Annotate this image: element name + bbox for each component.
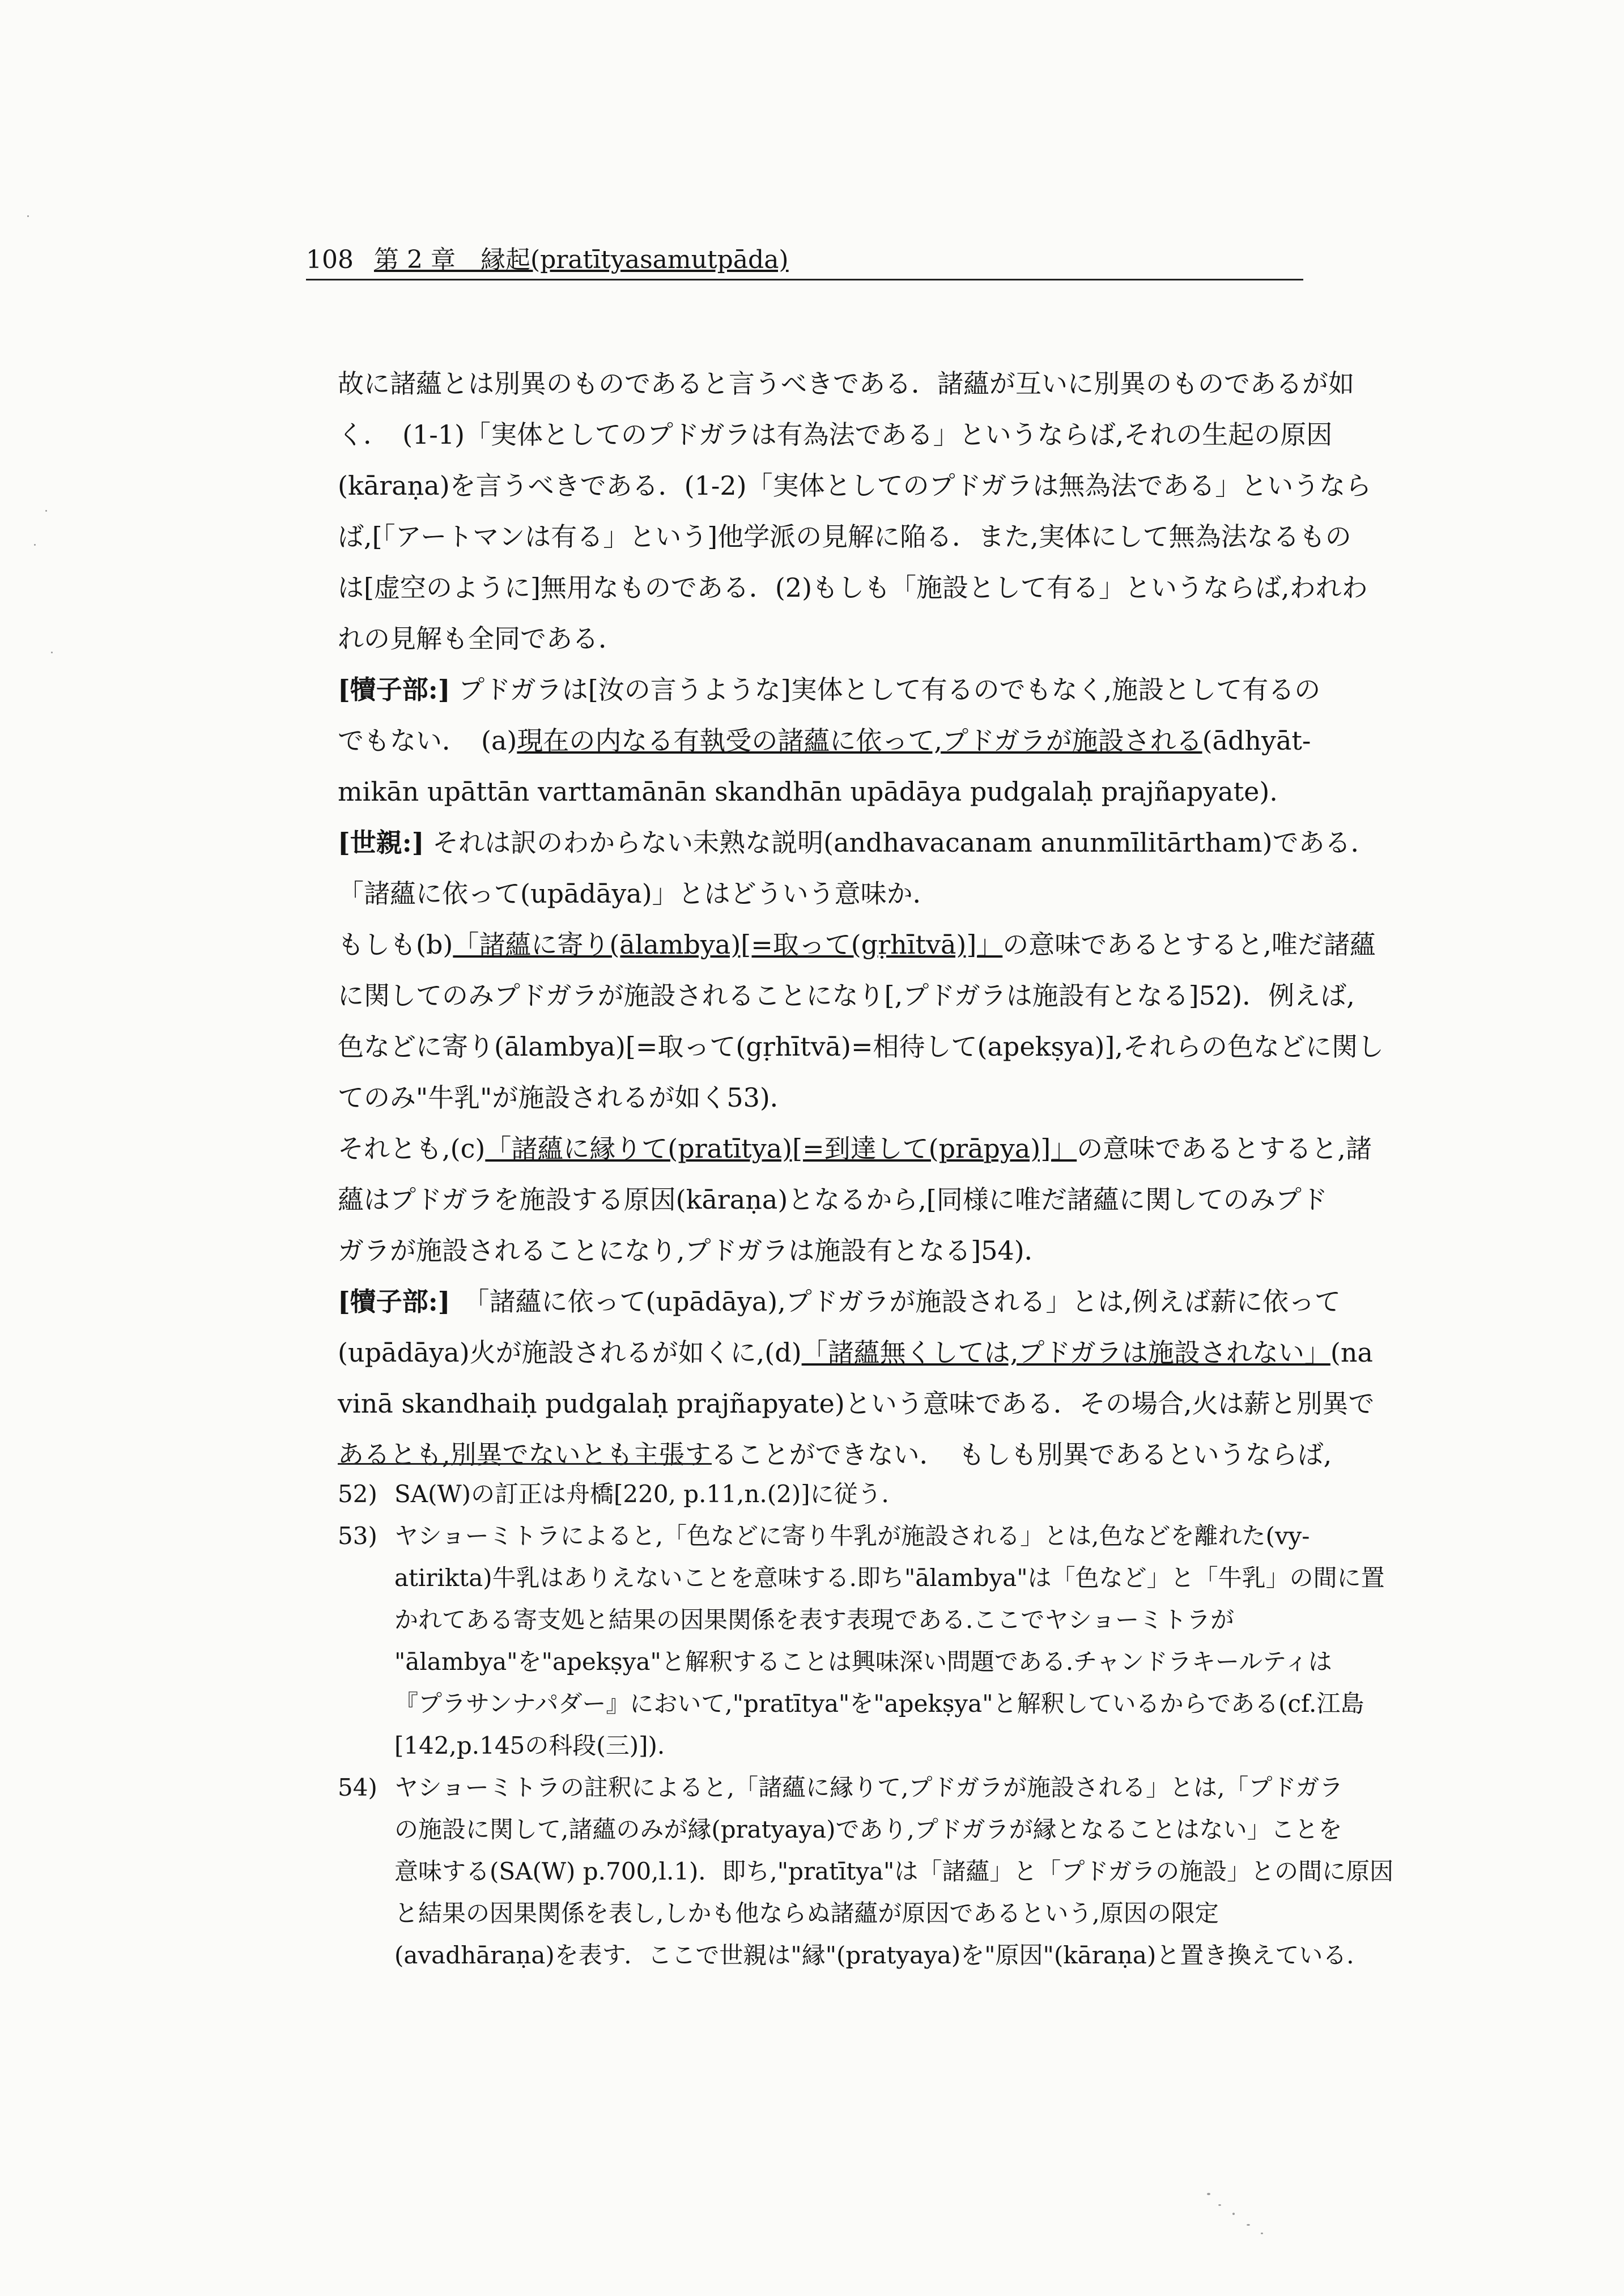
footnote-text: と結果の因果関係を表し,しかも他ならぬ諸蘊が原因であるという,原因の限定 [394,1899,1219,1927]
text-line [338,970,1355,1021]
footnote-line [394,1809,1342,1851]
text-line [338,715,1311,766]
text-segment: 「諸蘊に依って(upādāya),プドガラが施設される」とは,例えば薪に依って [450,1286,1341,1317]
page-number: 108 [306,245,354,274]
footnotes [338,1473,1394,1976]
scan-speck [1247,2224,1250,2226]
footnote-text: の施設に関して,諸蘊のみが縁(pratyaya)であり,プドガラが縁となることはない」ことを [394,1815,1342,1843]
text-segment: 色などに寄り(ālambya)[=取って(gṛhītvā)=相待して(apekṣya)],それらの色などに関し [338,1031,1384,1062]
text-line [338,817,1377,868]
text-line [338,613,1301,664]
text-segment: の意味であるとすると,唯だ諸蘊 [1002,929,1376,960]
footnote-text: atirikta)牛乳はありえないことを意味する.即ち"ālambya"は「色など」と「牛乳」の間に置 [394,1564,1385,1592]
text-line [338,409,1333,460]
scan-speck [1207,2193,1210,2195]
footnote-line [394,1851,1394,1893]
text-segment: 蘊はプドガラを施設する原因(kāraṇa)となるから,[同様に唯だ諸蘊に関してのみプド [338,1184,1328,1215]
footnote-text: (avadhāraṇa)を表す．ここで世親は"縁"(pratyaya)を"原因"(kāraṇa)と置き換えている． [394,1941,1371,1969]
footnote-number: 53) [338,1522,377,1550]
scan-speck [45,510,47,512]
underlined-phrase: 現在の内なる有執受の諸蘊に依って,プドガラが施設される [517,725,1202,756]
text-segment: 故に諸蘊とは別異のものであると言うべきである．諸蘊が互いに別異のものであるが如 [338,368,1354,399]
footnote-line [394,1893,1301,1934]
scan-speck [34,544,36,546]
text-line [338,1174,1328,1225]
text-segment: の意味であるとすると,諸 [1077,1133,1372,1164]
footnote-line [394,1473,1301,1515]
text-segment: あるとも,別異でないとも主張することができない． もしも別異であるというならば, [338,1439,1332,1470]
footnote-text: 意味する(SA(W) p.700,l.1)．即ち,"pratītya"は「諸蘊」と「プドガラの施設」との間に原因 [394,1857,1394,1885]
footnote-line [394,1557,1385,1599]
scan-speck [51,652,53,653]
speaker-label: [犢子部:] [338,674,450,705]
footnote-line [394,1934,1371,1976]
text-line [338,766,1301,817]
text-line [338,868,1301,919]
speaker-label: [世親:] [338,827,424,858]
text-segment: (ādhyāt- [1202,725,1311,756]
scan-speck [1218,2204,1221,2206]
speaker-label: [犢子部:] [338,1286,450,1317]
text-line [338,1378,1375,1429]
footnote-text: かれてある寄支処と結果の因果関係を表す表現である.ここでヤショーミトラが [394,1606,1235,1634]
text-line [338,1021,1384,1072]
text-segment: (kāraṇa)を言うべきである．(1-2)「実体としてのプドガラは無為法である」というなら [338,470,1372,501]
running-header [306,243,1303,280]
text-line [338,1429,1332,1480]
text-segment: に関してのみプドガラが施設されることになり[,プドガラは施設有となる]52)．例えば, [338,980,1355,1011]
footnote-text: ヤショーミトラの註釈によると,「諸蘊に縁りて,プドガラが施設される」とは,「プドガラ [394,1774,1344,1801]
footnote-text: SA(W)の訂正は舟橋[220, p.11,n.(2)]に従う． [394,1480,905,1508]
footnote-line [394,1515,1310,1557]
footnote-number: 52) [338,1480,377,1508]
footnote-number: 54) [338,1774,377,1801]
footnote-line [394,1641,1332,1683]
text-segment: (upādāya)火が施設されるが如くに,(d) [338,1337,802,1368]
text-segment: それは訳のわからない未熟な説明(andhavacanam anunmīlitārtham)である． [424,827,1377,858]
main-text [338,358,1384,1480]
footnote-text: ヤショーミトラによると,「色などに寄り牛乳が施設される」とは,色などを離れた(vy- [394,1522,1310,1550]
footnote-52 [338,1473,1301,1515]
text-segment: vinā skandhaiḥ pudgalaḥ prajñapyate)という意味である．その場合,火は薪と別異で [338,1388,1375,1419]
text-segment: でもない． (a) [338,725,517,756]
scan-speck [1261,2233,1263,2234]
text-line [338,664,1321,715]
text-line [338,511,1351,562]
footnote-text: [142,p.145の科段(三)]). [394,1732,665,1759]
text-line [338,919,1376,970]
text-line [338,1072,1301,1123]
text-segment: ガラが施設されることになり,プドガラは施設有となる]54)． [338,1235,1051,1266]
chapter-title: 第 2 章 縁起(pratītyasamutpāda) [373,245,789,274]
scan-speck [27,215,29,217]
text-segment: プドガラは[汝の言うような]実体として有るのでもなく,施設として有るの [450,674,1321,705]
underlined-phrase: 「諸蘊に寄り(ālambya)[=取って(gṛhītvā)]」 [453,929,1003,960]
footnote-54 [338,1767,1394,1976]
scan-speck [1232,2213,1235,2215]
text-segment: (na [1330,1337,1373,1368]
text-segment: 「諸蘊に依って(upādāya)」とはどういう意味か． [338,878,939,909]
text-line [338,1123,1372,1174]
footnote-line [394,1725,1301,1767]
text-segment: てのみ"牛乳"が施設されるが如く53)． [338,1082,796,1113]
footnote-divider [338,1463,712,1465]
footnote-text: 『プラサンナパダー』において,"pratītya"を"apekṣya"と解釈しているからである(cf.江島 [394,1690,1364,1717]
footnote-line [394,1683,1364,1725]
text-line [338,358,1354,409]
text-line [338,460,1372,511]
footnote-line [394,1599,1301,1641]
text-segment: は[虚空のように]無用なものである．(2)もしも「施設として有る」というならば,われわ [338,572,1368,603]
text-line [338,1276,1341,1327]
text-segment: く． (1-1)「実体としてのプドガラは有為法である」というならば,それの生起の原因 [338,419,1333,450]
footnote-line [394,1767,1344,1809]
text-line [338,562,1368,613]
footnote-text: "ālambya"を"apekṣya"と解釈することは興味深い問題である.チャンドラキールティは [394,1648,1332,1676]
text-segment: ば,[「アートマンは有る」という]他学派の見解に陥る．また,実体にして無為法なるもの [338,521,1351,552]
text-segment: れの見解も全同である． [338,623,624,654]
footnote-53 [338,1515,1385,1767]
underlined-phrase: 「諸蘊に縁りて(pratītya)[=到達して(prāpya)]」 [485,1133,1077,1164]
text-segment: それとも,(c) [338,1133,486,1164]
text-line [338,1327,1373,1378]
text-segment: mikān upāttān varttamānān skandhān upādāya pudgalaḥ prajñapyate). [338,776,1278,807]
text-line [338,1225,1301,1276]
text-segment: もしも(b) [338,929,453,960]
underlined-phrase: 「諸蘊無くしては,プドガラは施設されない」 [801,1337,1330,1368]
